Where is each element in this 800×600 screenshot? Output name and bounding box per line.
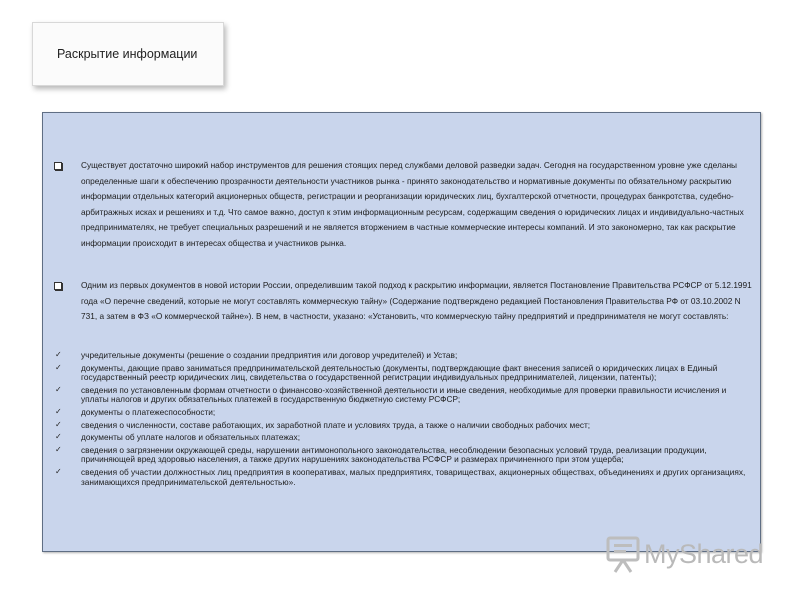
list-item: ✓ сведения о численности, составе работающих, их заработной плате и условиях труда, а также о наличии свободных рабочих мест; bbox=[55, 419, 591, 430]
square-bullet-icon bbox=[54, 162, 62, 170]
check-mark-icon: ✓ bbox=[55, 350, 62, 359]
list-item: ✓ сведения об участии должностных лиц предприятия в кооперативах, малых предприятиях, товариществах, акционерных обществах, объединениях и других организациях, занимающихся предпринимательской деятельностью». bbox=[55, 466, 746, 487]
square-bullet-icon bbox=[54, 282, 62, 290]
check-mark-icon: ✓ bbox=[55, 466, 62, 476]
paragraph-1 bbox=[81, 158, 753, 251]
list-item: ✓ документы, дающие право заниматься предпринимательской деятельностью (документы, подтверждающие факт внесения записей о юридических лицах в Единый государственный реестр юридических лиц, свидетельства о государственной регистрации индивидуальных предпринимателей, лицензии, патенты); bbox=[55, 362, 718, 383]
check-mark-icon: ✓ bbox=[55, 362, 62, 372]
paragraph-1-text: Существует достаточно широкий набор инструментов для решения стоящих перед службами деловой разведки задач. Сегодня на государственном уровне уже сделаны определенные шаги к обеспечению прозрачности деятельности участников рынка - принято законодательство и нормативные документы по обязательному раскрытию информации отдельных категорий акционерных обществ, регистрации и реорганизации юридических лиц, бухгалтерской отчетности, процедурах банкротства, судебно-арбитражных исках и решениях и т.д. Что самое важно, доступ к этим информационным ресурсам, содержащим сведения о юридических лицах и индивидуально-частных предпринимателях, не требует специальных разрешений и не является вторжением в частные коммерческие интересы компаний. И это закономерно, так как раскрытие информации происходит в интересах общества и участников рынка. bbox=[81, 160, 744, 248]
check-mark-icon: ✓ bbox=[55, 432, 62, 442]
list-item: ✓ сведения о загрязнении окружающей среды, нарушении антимонопольного законодательства, несоблюдении безопасных условий труда, реализации продукции, причиняющей вред здоровью населения, а также других нарушениях законодательства РСФСР и размерах причиненного при этом ущерба; bbox=[55, 444, 707, 465]
checklist bbox=[55, 351, 751, 490]
content-box bbox=[42, 112, 761, 552]
presentation-board-icon bbox=[606, 534, 640, 574]
watermark bbox=[606, 534, 763, 574]
title-card bbox=[32, 22, 224, 86]
list-item: ✓ документы о платежеспособности; bbox=[55, 406, 216, 417]
slide-title: Раскрытие информации bbox=[57, 47, 198, 61]
list-item: ✓ документы об уплате налогов и обязательных платежах; bbox=[55, 432, 301, 443]
paragraph-2-text: Одним из первых документов в новой истории России, определившим такой подход к раскрытию информации, является Постановление Правительства РСФСР от 5.12.1991 года «О перечне сведений, которые не могут составлять коммерческую тайну» (Содержание подтверждено редакцией Постановления Правительства РФ от 03.10.2002 N 731, а затем в ФЗ «О коммерческой тайне»). В нем, в частности, указано: «Установить, что коммерческую тайну предприятий и предпринимателя не могут составлять: bbox=[81, 280, 752, 321]
check-mark-icon: ✓ bbox=[55, 419, 62, 429]
watermark-text: MyShared bbox=[644, 538, 764, 569]
check-mark-icon: ✓ bbox=[55, 406, 62, 416]
paragraph-2 bbox=[81, 278, 753, 325]
list-item: ✓ учредительные документы (решение о создании предприятия или договор учредителей) и Устав; bbox=[55, 350, 458, 360]
check-mark-icon: ✓ bbox=[55, 444, 62, 454]
check-mark-icon: ✓ bbox=[55, 384, 62, 394]
list-item: ✓ сведения по установленным формам отчетности о финансово-хозяйственной деятельности и иные сведения, необходимые для проверки правильности исчисления и уплаты налогов и других обязательных платежей в государственную бюджетную систему РСФСР; bbox=[55, 384, 727, 405]
